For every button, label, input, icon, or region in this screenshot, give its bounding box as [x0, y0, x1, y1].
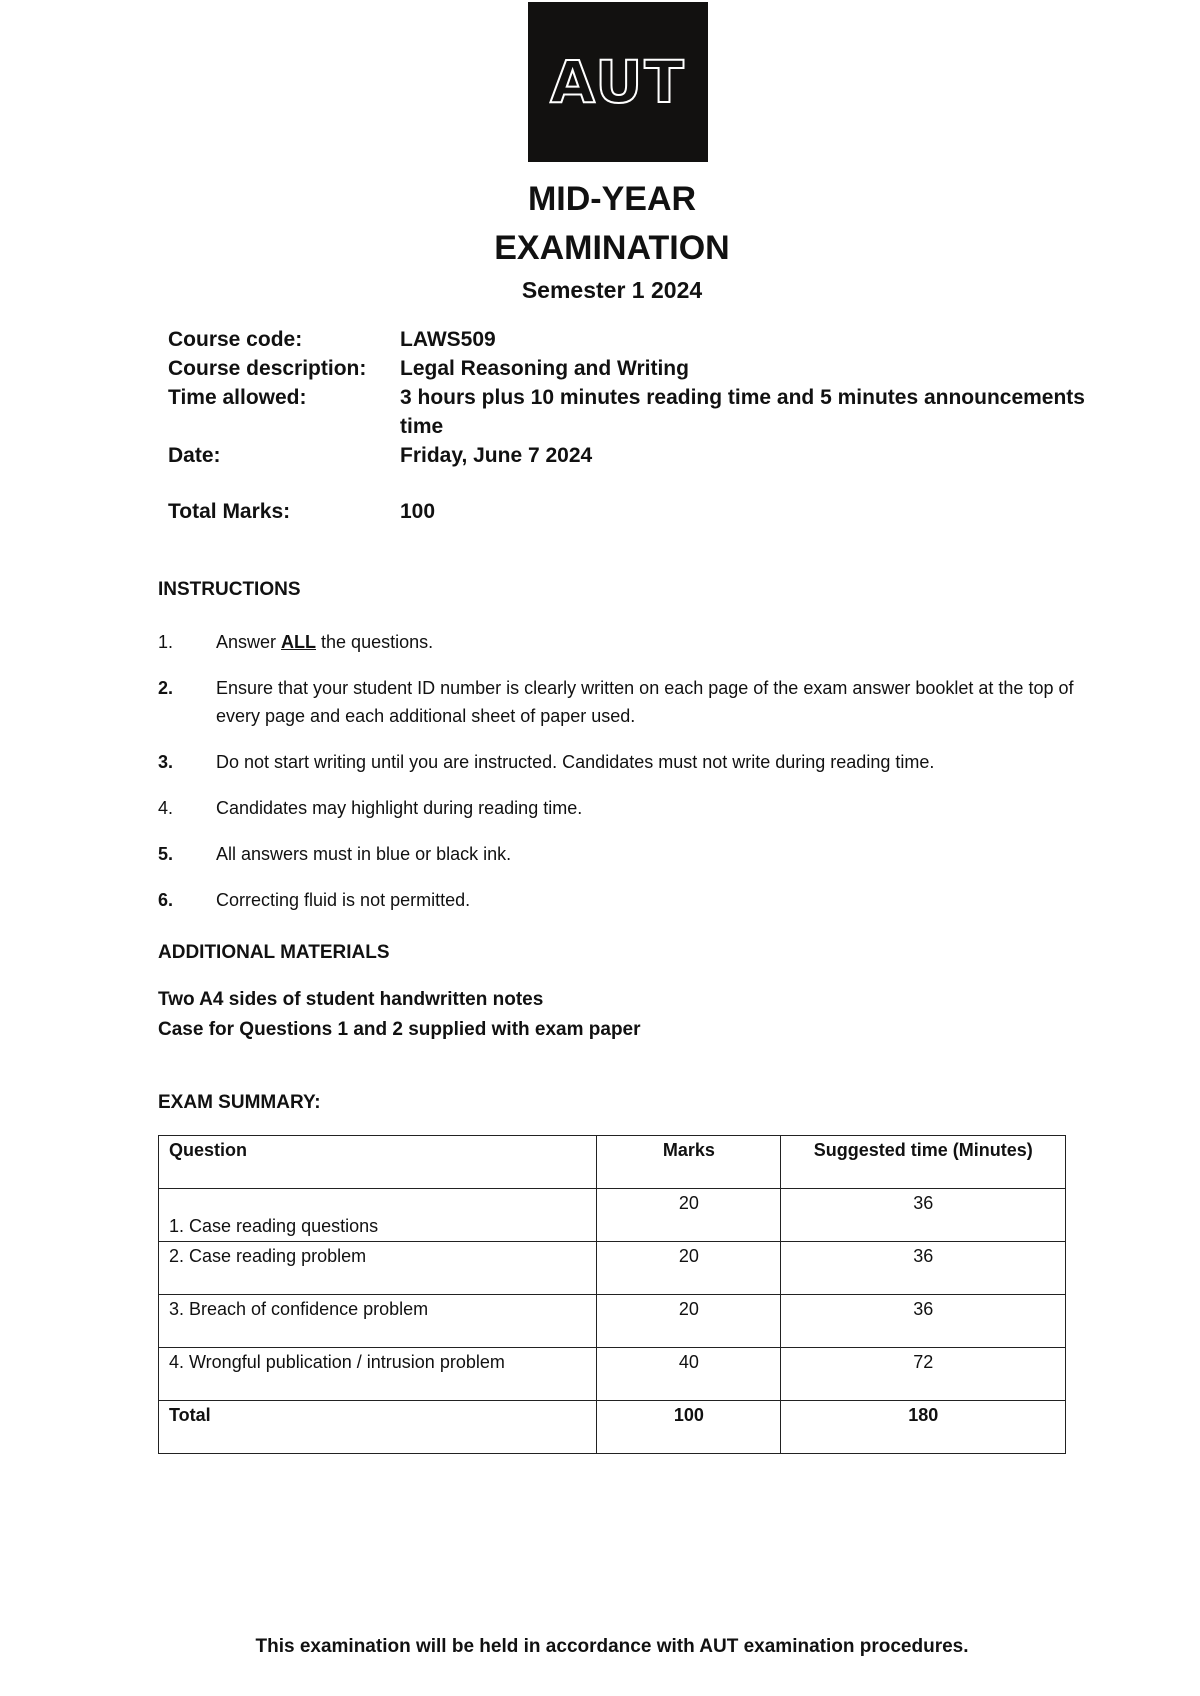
total-label-cell: Total: [159, 1401, 597, 1454]
instruction-number: 4.: [158, 798, 174, 818]
time-cell: 36: [781, 1242, 1066, 1295]
total-marks-cell: 100: [597, 1401, 781, 1454]
course-description-row: [168, 354, 1108, 383]
marks-cell: 20: [597, 1242, 781, 1295]
total-time-cell: 180: [781, 1401, 1066, 1454]
instruction-item: [158, 840, 1078, 868]
column-header-marks: Marks: [597, 1136, 781, 1189]
table-row: [159, 1295, 1066, 1348]
question-cell: 4. Wrongful publication / intrusion problem: [159, 1348, 597, 1401]
additional-materials-heading: ADDITIONAL MATERIALS: [158, 942, 390, 963]
course-code-value: LAWS509: [400, 328, 496, 351]
instruction-item: [158, 794, 1078, 822]
instruction-item: [158, 628, 1078, 656]
instruction-text: Ensure that your student ID number is clearly written on each page of the exam answer booklet at the top of every page and each additional sheet of paper used.: [216, 678, 1074, 726]
course-description-label: Course description:: [168, 357, 367, 380]
material-line: Case for Questions 1 and 2 supplied with exam paper: [158, 1019, 641, 1040]
additional-materials-list: [158, 985, 641, 1045]
instruction-text: All answers must in blue or black ink.: [216, 844, 512, 864]
column-header-time: Suggested time (Minutes): [781, 1136, 1066, 1189]
table-header-row: [159, 1136, 1066, 1189]
course-code-label: Course code:: [168, 328, 303, 351]
marks-cell: 40: [597, 1348, 781, 1401]
question-cell: 2. Case reading problem: [159, 1242, 597, 1295]
instruction-number: 3.: [158, 752, 174, 772]
total-marks-label: Total Marks:: [168, 500, 291, 523]
instruction-item: [158, 886, 1078, 914]
table-row: [159, 1348, 1066, 1401]
time-cell: 72: [781, 1348, 1066, 1401]
instruction-number: 2.: [158, 678, 174, 698]
table-row: [159, 1189, 1066, 1242]
instruction-number: 5.: [158, 844, 174, 864]
instructions-heading: INSTRUCTIONS: [158, 579, 301, 600]
total-marks-row: [168, 497, 1108, 526]
time-cell: 36: [781, 1189, 1066, 1242]
question-cell: 3. Breach of confidence problem: [159, 1295, 597, 1348]
total-marks-value: 100: [400, 500, 436, 523]
time-allowed-row: [168, 383, 1108, 441]
logo-text: AUT: [550, 48, 686, 116]
footer-note: This examination will be held in accordance with AUT examination procedures.: [255, 1636, 969, 1657]
marks-cell: 20: [597, 1189, 781, 1242]
time-cell: 36: [781, 1295, 1066, 1348]
instructions-list: [158, 628, 1078, 932]
course-info: [168, 325, 1108, 526]
time-allowed-label: Time allowed:: [168, 386, 307, 409]
instruction-item: [158, 748, 1078, 776]
instruction-text: Do not start writing until you are instructed. Candidates must not write during reading time.: [216, 752, 935, 772]
instruction-text: Candidates may highlight during reading time.: [216, 798, 583, 818]
instruction-item: [158, 674, 1078, 730]
course-code-row: [168, 325, 1108, 354]
date-row: [168, 441, 1108, 470]
semester-subtitle: Semester 1 2024: [521, 277, 703, 303]
question-cell: 1. Case reading questions: [159, 1189, 597, 1242]
instruction-number: 6.: [158, 890, 174, 910]
exam-summary-table: [158, 1135, 1066, 1454]
instruction-text: Answer ALL the questions.: [216, 632, 434, 652]
table-total-row: [159, 1401, 1066, 1454]
exam-title-line2: EXAMINATION: [494, 229, 730, 267]
material-line: Two A4 sides of student handwritten notes: [158, 989, 544, 1010]
exam-title-line1: MID-YEAR: [527, 180, 697, 218]
time-allowed-value: 3 hours plus 10 minutes reading time and 5 minutes announcements time: [400, 386, 1085, 438]
date-value: Friday, June 7 2024: [400, 444, 593, 467]
aut-logo: [528, 2, 708, 162]
course-description-value: Legal Reasoning and Writing: [400, 357, 689, 380]
instruction-text: Correcting fluid is not permitted.: [216, 890, 471, 910]
marks-cell: 20: [597, 1295, 781, 1348]
all-emphasis: ALL: [281, 632, 317, 652]
table-row: [159, 1242, 1066, 1295]
instruction-number: 1.: [158, 632, 174, 652]
column-header-question: Question: [159, 1136, 597, 1189]
exam-summary-heading: EXAM SUMMARY:: [158, 1092, 321, 1113]
date-label: Date:: [168, 444, 221, 467]
